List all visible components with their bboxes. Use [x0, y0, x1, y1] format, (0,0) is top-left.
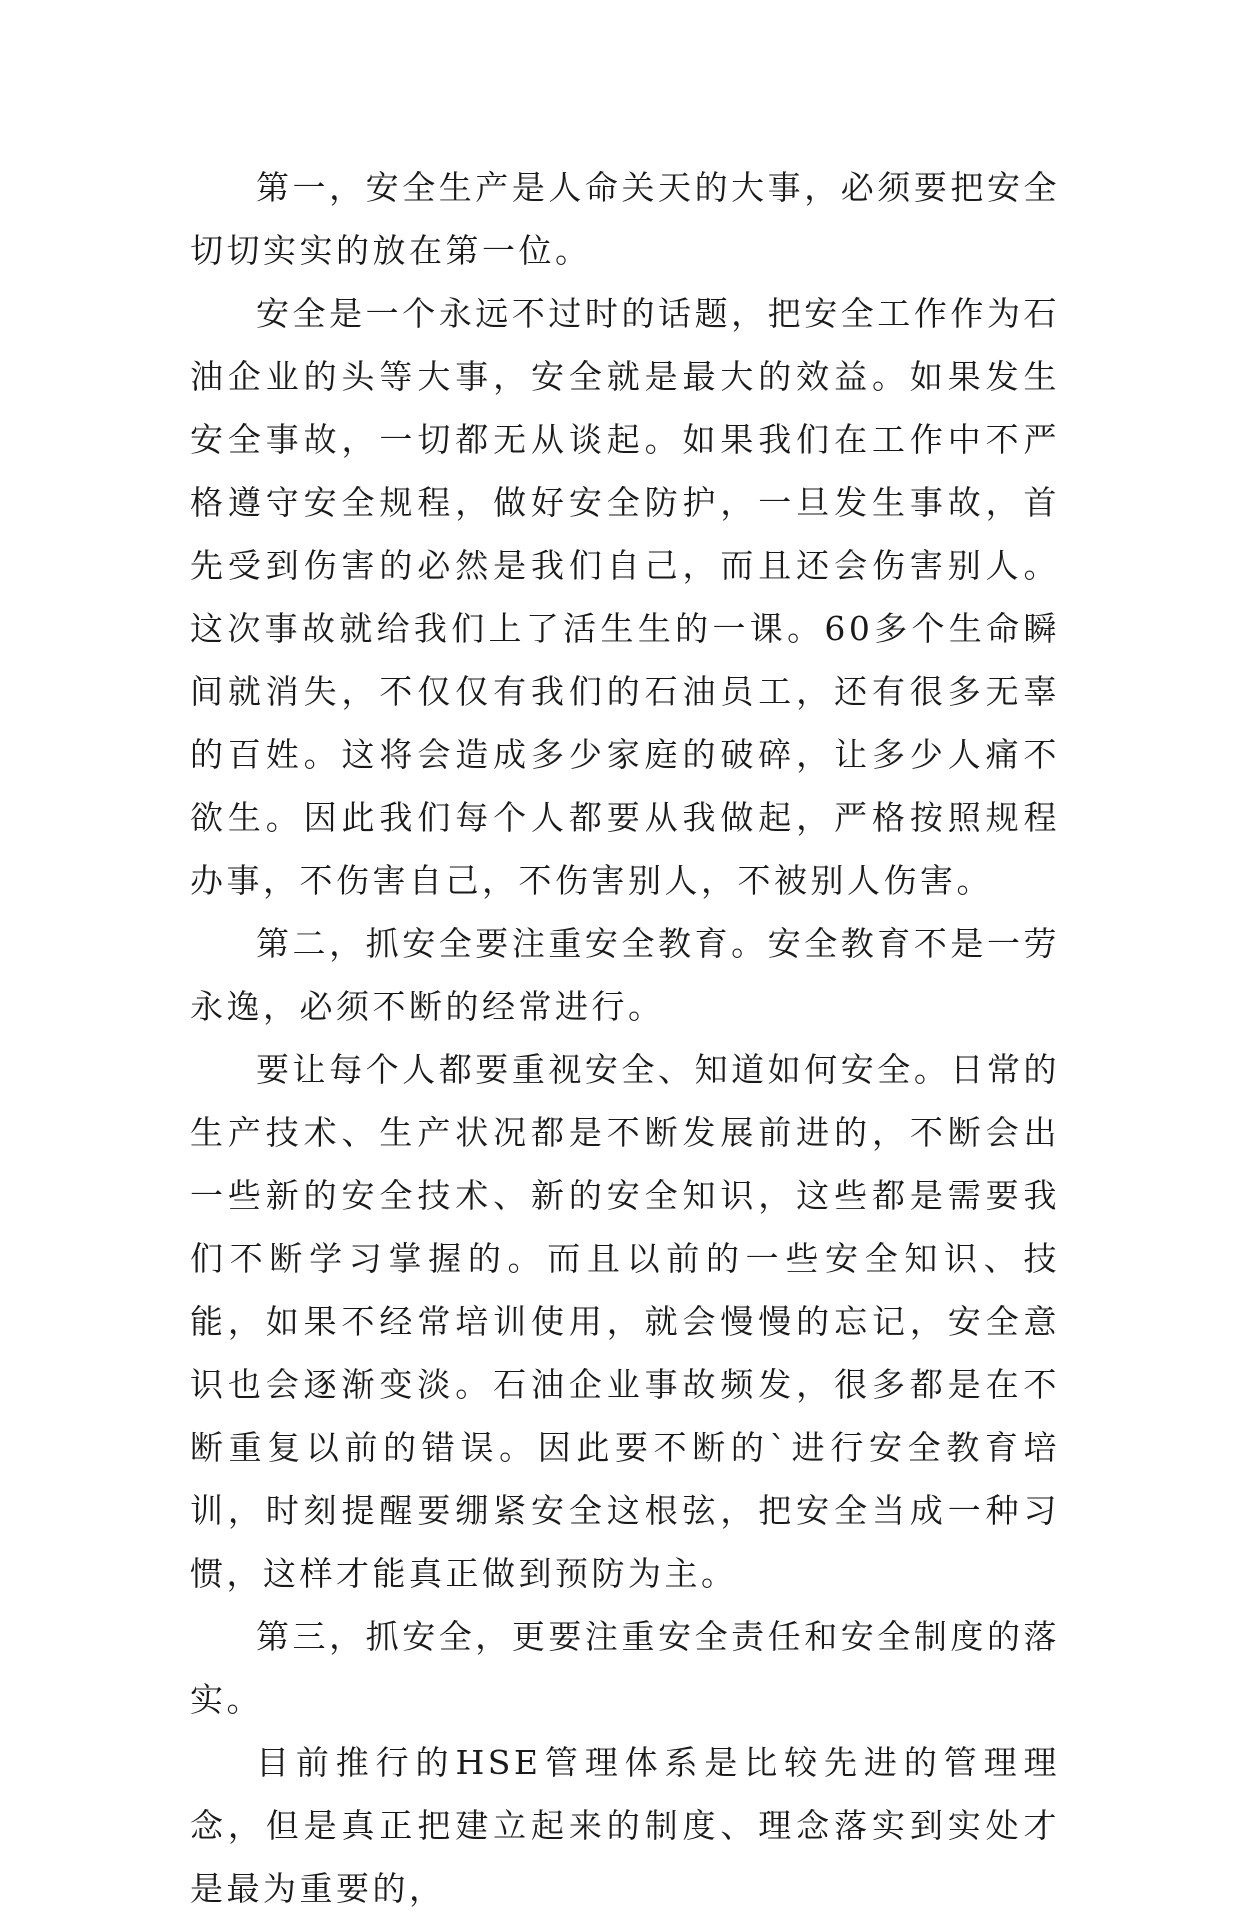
paragraph-1: 第一，安全生产是人命关天的大事，必须要把安全切切实实的放在第一位。 [190, 168, 1060, 270]
paragraph-4: 要让每个人都要重视安全、知道如何安全。日常的生产技术、生产状况都是不断发展前进的，不断会出一些新的安全技术、新的安全知识，这些都是需要我们不断学习掌握的。而且以前的一些安全知识、技能，如果不经常培训使用，就会慢慢的忘记，安全意识也会逐渐变淡。石油企业事故频发，很多都是在不断重复以前的错误。因此要不断的`进行安全教育培训，时刻提醒要绷紧安全这根弦，把安全当成一种习惯，这样才能真正做到预防为主。 [190, 1050, 1060, 1593]
paragraph-6: 目前推行的HSE管理体系是比较先进的管理理念，但是真正把建立起来的制度、理念落实到实处才是最为重要的， [190, 1743, 1060, 1908]
paragraph-2: 安全是一个永远不过时的话题，把安全工作作为石油企业的头等大事，安全就是最大的效益。如果发生安全事故，一切都无从谈起。如果我们在工作中不严格遵守安全规程，做好安全防护，一旦发生事故，首先受到伤害的必然是我们自己，而且还会伤害别人。这次事故就给我们上了活生生的一课。60多个生命瞬间就消失，不仅仅有我们的石油员工，还有很多无辜的百姓。这将会造成多少家庭的破碎，让多少人痛不欲生。因此我们每个人都要从我做起，严格按照规程办事，不伤害自己，不伤害别人，不被别人伤害。 [190, 294, 1060, 900]
paragraph-5: 第三，抓安全，更要注重安全责任和安全制度的落实。 [190, 1617, 1060, 1719]
paragraph-3: 第二，抓安全要注重安全教育。安全教育不是一劳永逸，必须不断的经常进行。 [190, 924, 1060, 1026]
document-body [190, 156, 1060, 1920]
